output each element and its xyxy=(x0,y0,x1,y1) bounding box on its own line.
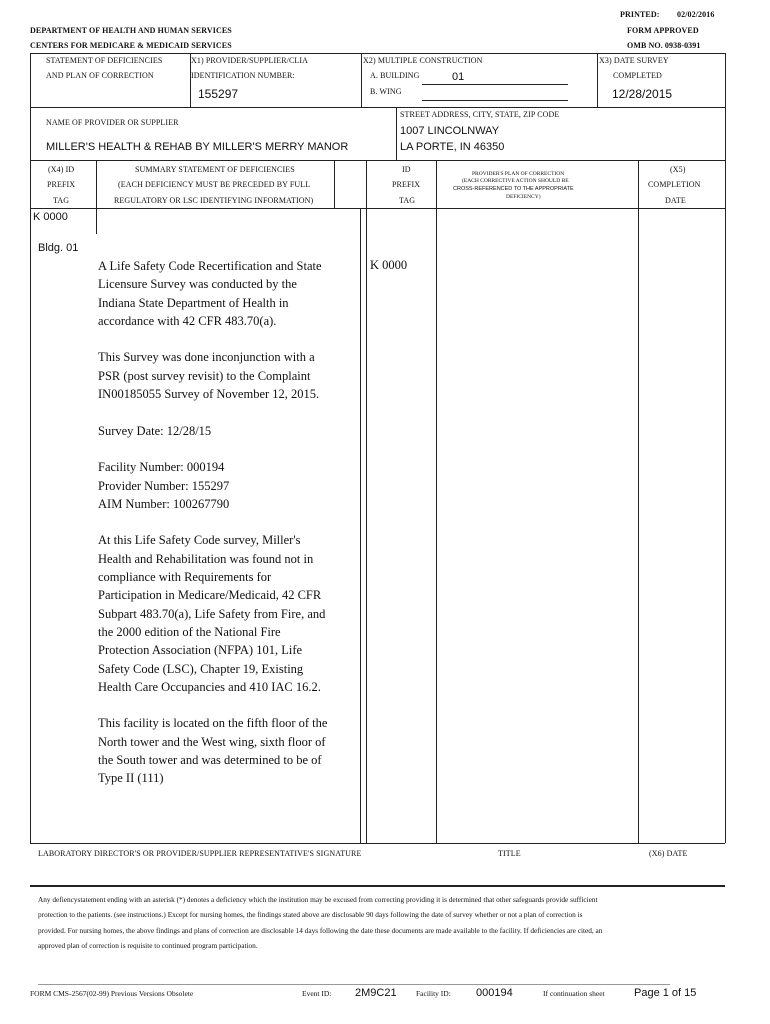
omb-number: OMB NO. 0938-0391 xyxy=(627,41,701,50)
plan-h3: CROSS-REFERENCED TO THE APPROPRIATE xyxy=(453,186,574,192)
x3-label: X3) DATE SURVEY xyxy=(599,56,669,65)
title-label: TITLE xyxy=(498,849,521,858)
provider-id: 155297 xyxy=(198,87,239,101)
paragraph-1: A Life Safety Code Recertification and State Licensure Survey was conducted by the Indiana State Department of Health in accordance with 42 CFR 483.70(a). xyxy=(98,259,322,328)
x4-h2: PREFIX xyxy=(47,180,76,189)
building-tag: Bldg. 01 xyxy=(38,242,79,254)
survey-date: 12/28/2015 xyxy=(612,87,673,101)
provider-name-label: NAME OF PROVIDER OR SUPPLIER xyxy=(46,118,179,127)
deficiency-summary xyxy=(98,257,333,806)
disclaimer: Any defiencystatement ending with an asterisk (*) denotes a deficiency which the institution may be excused from correcting providing it is determined that other safeguards provide sufficient protection to the patients. (see instructions.) Except for nursing homes, the findings stated above are disclosable 90 days following the date of survey whether or not a plan of correction is provided. For nursing homes, the above findings and plans of correction are disclosable 14 days following the date these documents are made available to the facility. If deficiencies are cited, an approved plan of correction is requisite to continued program participation. xyxy=(38,895,603,951)
facility-id: 000194 xyxy=(476,987,513,999)
plan-h4: DEFICIENCY) xyxy=(506,194,541,200)
x1-label-2: IDENTIFICATION NUMBER: xyxy=(191,71,295,80)
building-label: A. BUILDING xyxy=(370,71,420,80)
address-line1: 1007 LINCOLNWAY xyxy=(400,125,500,137)
x6-date-label: (X6) DATE xyxy=(649,849,688,858)
printed-label: PRINTED: xyxy=(620,10,660,19)
x4-h1: (X4) ID xyxy=(48,165,75,174)
x2-label: X2) MULTIPLE CONSTRUCTION xyxy=(363,56,483,65)
address-label: STREET ADDRESS, CITY, STATE, ZIP CODE xyxy=(400,110,560,119)
paragraph-3: Survey Date: 12/28/15 xyxy=(98,423,212,438)
plan-h1: PROVIDER'S PLAN OF CORRECTION xyxy=(472,171,565,177)
id-h1: ID xyxy=(402,165,411,174)
id-h2: PREFIX xyxy=(392,180,421,189)
x4-h3: TAG xyxy=(53,196,70,205)
x5-h3: DATE xyxy=(665,196,686,205)
paragraph-4: At this Life Safety Code survey, Miller's Health and Rehabilitation was found not in compliance with Requirements for Participation in Medicare/Medicaid, 42 CFR Subpart 483.70(a), Life Safety from Fire, and the 2000 edition of the National Fire Protection Association (NFPA) 101, Life Safety Code (LSC), Chapter 19, Existing Health Care Occupancies and 410 IAC 16.2. xyxy=(98,533,326,694)
printed-date: 02/02/2016 xyxy=(677,10,715,19)
signature-label: LABORATORY DIRECTOR'S OR PROVIDER/SUPPLIER REPRESENTATIVE'S SIGNATURE xyxy=(38,849,362,858)
form-number: FORM CMS-2567(02-99) Previous Versions Obsolete xyxy=(30,989,194,998)
summary-h2: (EACH DEFICIENCY MUST BE PRECEDED BY FULL xyxy=(118,180,311,189)
provider-number: Provider Number: 155297 xyxy=(98,478,230,493)
x5-h2: COMPLETION xyxy=(648,180,701,189)
event-id: 2M9C21 xyxy=(355,987,397,999)
x1-label: X1) PROVIDER/SUPPLIER/CLIA xyxy=(191,56,309,65)
aim-number: AIM Number: 100267790 xyxy=(98,496,230,511)
x5-h1: (X5) xyxy=(670,165,686,174)
tag-k0000: K 0000 xyxy=(33,211,68,223)
right-tag: K 0000 xyxy=(370,258,408,272)
paragraph-2: This Survey was done inconjunction with a PSR (post survey revisit) to the Complaint IN00185055 Survey of November 12, 2015. xyxy=(98,350,320,402)
form-approved: FORM APPROVED xyxy=(627,26,699,35)
event-id-label: Event ID: xyxy=(302,989,332,998)
building-value: 01 xyxy=(452,71,465,83)
plan-label: AND PLAN OF CORRECTION xyxy=(46,71,154,80)
facility-id-label: Facility ID: xyxy=(416,989,451,998)
plan-h2: (EACH CORRECTIVE ACTION SHOULD BE xyxy=(462,178,569,184)
facility-number: Facility Number: 000194 xyxy=(98,460,225,475)
provider-name: MILLER'S HEALTH & REHAB BY MILLER'S MERRY MANOR xyxy=(46,141,349,153)
centers-title: CENTERS FOR MEDICARE & MEDICAID SERVICES xyxy=(30,41,232,50)
department-title: DEPARTMENT OF HEALTH AND HUMAN SERVICES xyxy=(30,26,232,35)
address-line2: LA PORTE, IN 46350 xyxy=(400,141,505,153)
summary-h3: REGULATORY OR LSC IDENTIFYING INFORMATION) xyxy=(114,196,314,205)
statement-label: STATEMENT OF DEFICIENCIES xyxy=(46,56,163,65)
wing-label: B. WING xyxy=(370,87,402,96)
paragraph-5: This facility is located on the fifth floor of the North tower and the West wing, sixth floor of the South tower and was determined to be of Type II (111) xyxy=(98,716,328,786)
continuation-label: If continuation sheet xyxy=(543,989,605,998)
id-h3: TAG xyxy=(399,196,416,205)
x3-label-2: COMPLETED xyxy=(613,71,662,80)
page-number: Page 1 of 15 xyxy=(634,987,697,999)
summary-h1: SUMMARY STATEMENT OF DEFICIENCIES xyxy=(135,165,295,174)
